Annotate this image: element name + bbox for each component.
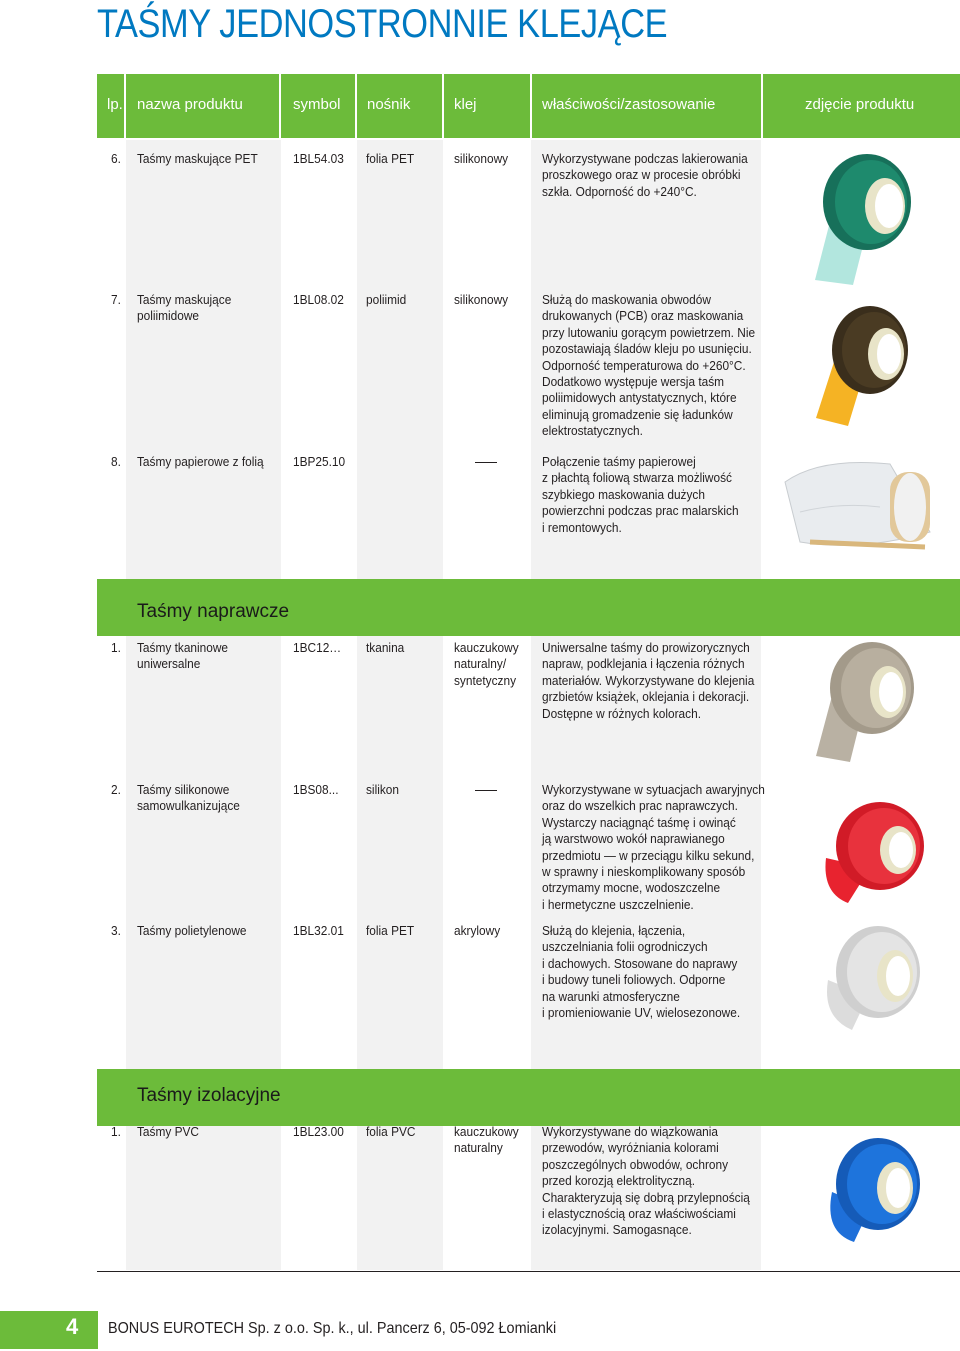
row-lp: 3. bbox=[111, 923, 121, 938]
header-lp: lp. bbox=[107, 96, 123, 113]
row-description: Służą do maskowania obwodów drukowanych (PCB) oraz maskowania przy lutowaniu gorącym powietrzem. Nie pozostawiają śladów kleju po usunięciu. Odporność temperaturowa do +260°C. Dodatkowo występuje wersja taśm poliimidowych antystatycznych, które eliminują gromadzenie się ładunków elektrostatycznych. bbox=[542, 292, 756, 439]
row-glue: silikonowy bbox=[454, 292, 509, 307]
row-lp: 7. bbox=[111, 292, 121, 307]
amber-tape-roll-photo bbox=[812, 300, 922, 430]
row-glue: akrylowy bbox=[454, 923, 501, 938]
row-name: Taśmy maskujące poliimidowe bbox=[137, 292, 232, 324]
empty-dash bbox=[475, 462, 497, 463]
row-symbol: 1BL54.03 bbox=[293, 151, 344, 166]
row-carrier: folia PET bbox=[366, 923, 415, 938]
row-lp: 2. bbox=[111, 782, 121, 797]
row-description: Wykorzystywane do wiązkowania przewodów, wyróżniania kolorami poszczególnych obwodów, ochrony przed korozją elektrolityczną. Charakteryzują się dobrą przylepnością i elastycznością oraz właściwościami izolacyjnymi. Samogasnące. bbox=[542, 1124, 750, 1238]
row-symbol: 1BL32.01 bbox=[293, 923, 344, 938]
row-carrier: tkanina bbox=[366, 640, 405, 655]
header-name: nazwa produktu bbox=[137, 96, 243, 113]
row-name: Taśmy maskujące PET bbox=[137, 151, 258, 166]
row-glue: kauczukowy naturalny/ syntetyczny bbox=[454, 640, 519, 688]
page-number: 4 bbox=[66, 1314, 79, 1339]
header-glue: klej bbox=[454, 96, 477, 113]
row-description: Uniwersalne taśmy do prowizorycznych napraw, podklejania i łączenia różnych materiałów. Wykorzystywane do klejenia grzbietów książek, oklejania i dekoracji. Dostępne w różnych kolorach. bbox=[542, 640, 755, 721]
paper-tape-with-film-photo bbox=[780, 452, 945, 557]
section-title: Taśmy izolacyjne bbox=[137, 1085, 281, 1106]
header-carrier: nośnik bbox=[367, 96, 411, 113]
page-number-box bbox=[0, 1311, 98, 1349]
row-carrier: silikon bbox=[366, 782, 399, 797]
row-carrier: poliimid bbox=[366, 292, 407, 307]
header-properties: właściwości/zastosowanie bbox=[542, 96, 716, 113]
row-description: Połączenie taśmy papierowej z płachtą foliową stwarza możliwość szybkiego maskowania dużych powierzchni podczas prac malarskich i remontowych. bbox=[542, 454, 739, 535]
row-name: Taśmy PVC bbox=[137, 1124, 200, 1139]
row-carrier: folia PVC bbox=[366, 1124, 416, 1139]
row-symbol: 1BS08... bbox=[293, 782, 339, 797]
clear-polyethylene-tape-roll-photo bbox=[818, 922, 928, 1037]
header-symbol: symbol bbox=[293, 96, 341, 113]
row-name: Taśmy tkaninowe uniwersalne bbox=[137, 640, 229, 672]
row-name: Taśmy polietylenowe bbox=[137, 923, 247, 938]
row-description: Wykorzystywane w sytuacjach awaryjnych oraz do wszelkich prac naprawczych. Wystarczy naciągnąć taśmę i owinąć ją warstwowo wokół naprawianego przedmiotu — w przeciągu kilku sekund, w sprawny i nieskomplikowany sposób otrzymamy mocne, wodoszczelne i hermetyczne uszczelnienie. bbox=[542, 782, 765, 912]
section-title: Taśmy naprawcze bbox=[137, 601, 290, 622]
table-header bbox=[97, 74, 960, 138]
row-glue: silikonowy bbox=[454, 151, 509, 166]
blue-pvc-tape-roll-photo bbox=[818, 1132, 928, 1247]
page-title: TAŚMY JEDNOSTRONNIE KLEJĄCE bbox=[97, 2, 668, 46]
row-lp: 8. bbox=[111, 454, 121, 469]
red-silicone-tape-roll-photo bbox=[818, 798, 933, 908]
row-symbol: 1BC12… bbox=[293, 640, 342, 655]
row-lp: 6. bbox=[111, 151, 121, 166]
row-lp: 1. bbox=[111, 1124, 121, 1139]
row-lp: 1. bbox=[111, 640, 121, 655]
row-symbol: 1BL08.02 bbox=[293, 292, 344, 307]
cloth-tape-roll-photo bbox=[810, 638, 925, 763]
header-photo: zdjęcie produktu bbox=[805, 96, 915, 113]
row-name: Taśmy papierowe z folią bbox=[137, 454, 264, 469]
empty-dash bbox=[475, 790, 497, 791]
row-symbol: 1BL23.00 bbox=[293, 1124, 344, 1139]
row-symbol: 1BP25.10 bbox=[293, 454, 346, 469]
green-tape-roll-photo bbox=[805, 150, 920, 285]
row-description: Służą do klejenia, łączenia, uszczelniania folii ogrodniczych i dachowych. Stosowane do naprawy i budowy tuneli foliowych. Odporne na warunki atmosferyczne i promieniowanie UV, wielosezonowe. bbox=[542, 923, 741, 1021]
row-description: Wykorzystywane podczas lakierowania proszkowego oraz w procesie obróbki szkła. Odporność do +240°C. bbox=[542, 151, 748, 199]
row-carrier: folia PET bbox=[366, 151, 415, 166]
table-bottom-rule bbox=[97, 1271, 960, 1272]
footer-company: BONUS EUROTECH Sp. z o.o. Sp. k., ul. Pancerz 6, 05-092 Łomianki bbox=[108, 1320, 557, 1337]
row-name: Taśmy silikonowe samowulkanizujące bbox=[137, 782, 240, 814]
row-glue: kauczukowy naturalny bbox=[454, 1124, 519, 1156]
